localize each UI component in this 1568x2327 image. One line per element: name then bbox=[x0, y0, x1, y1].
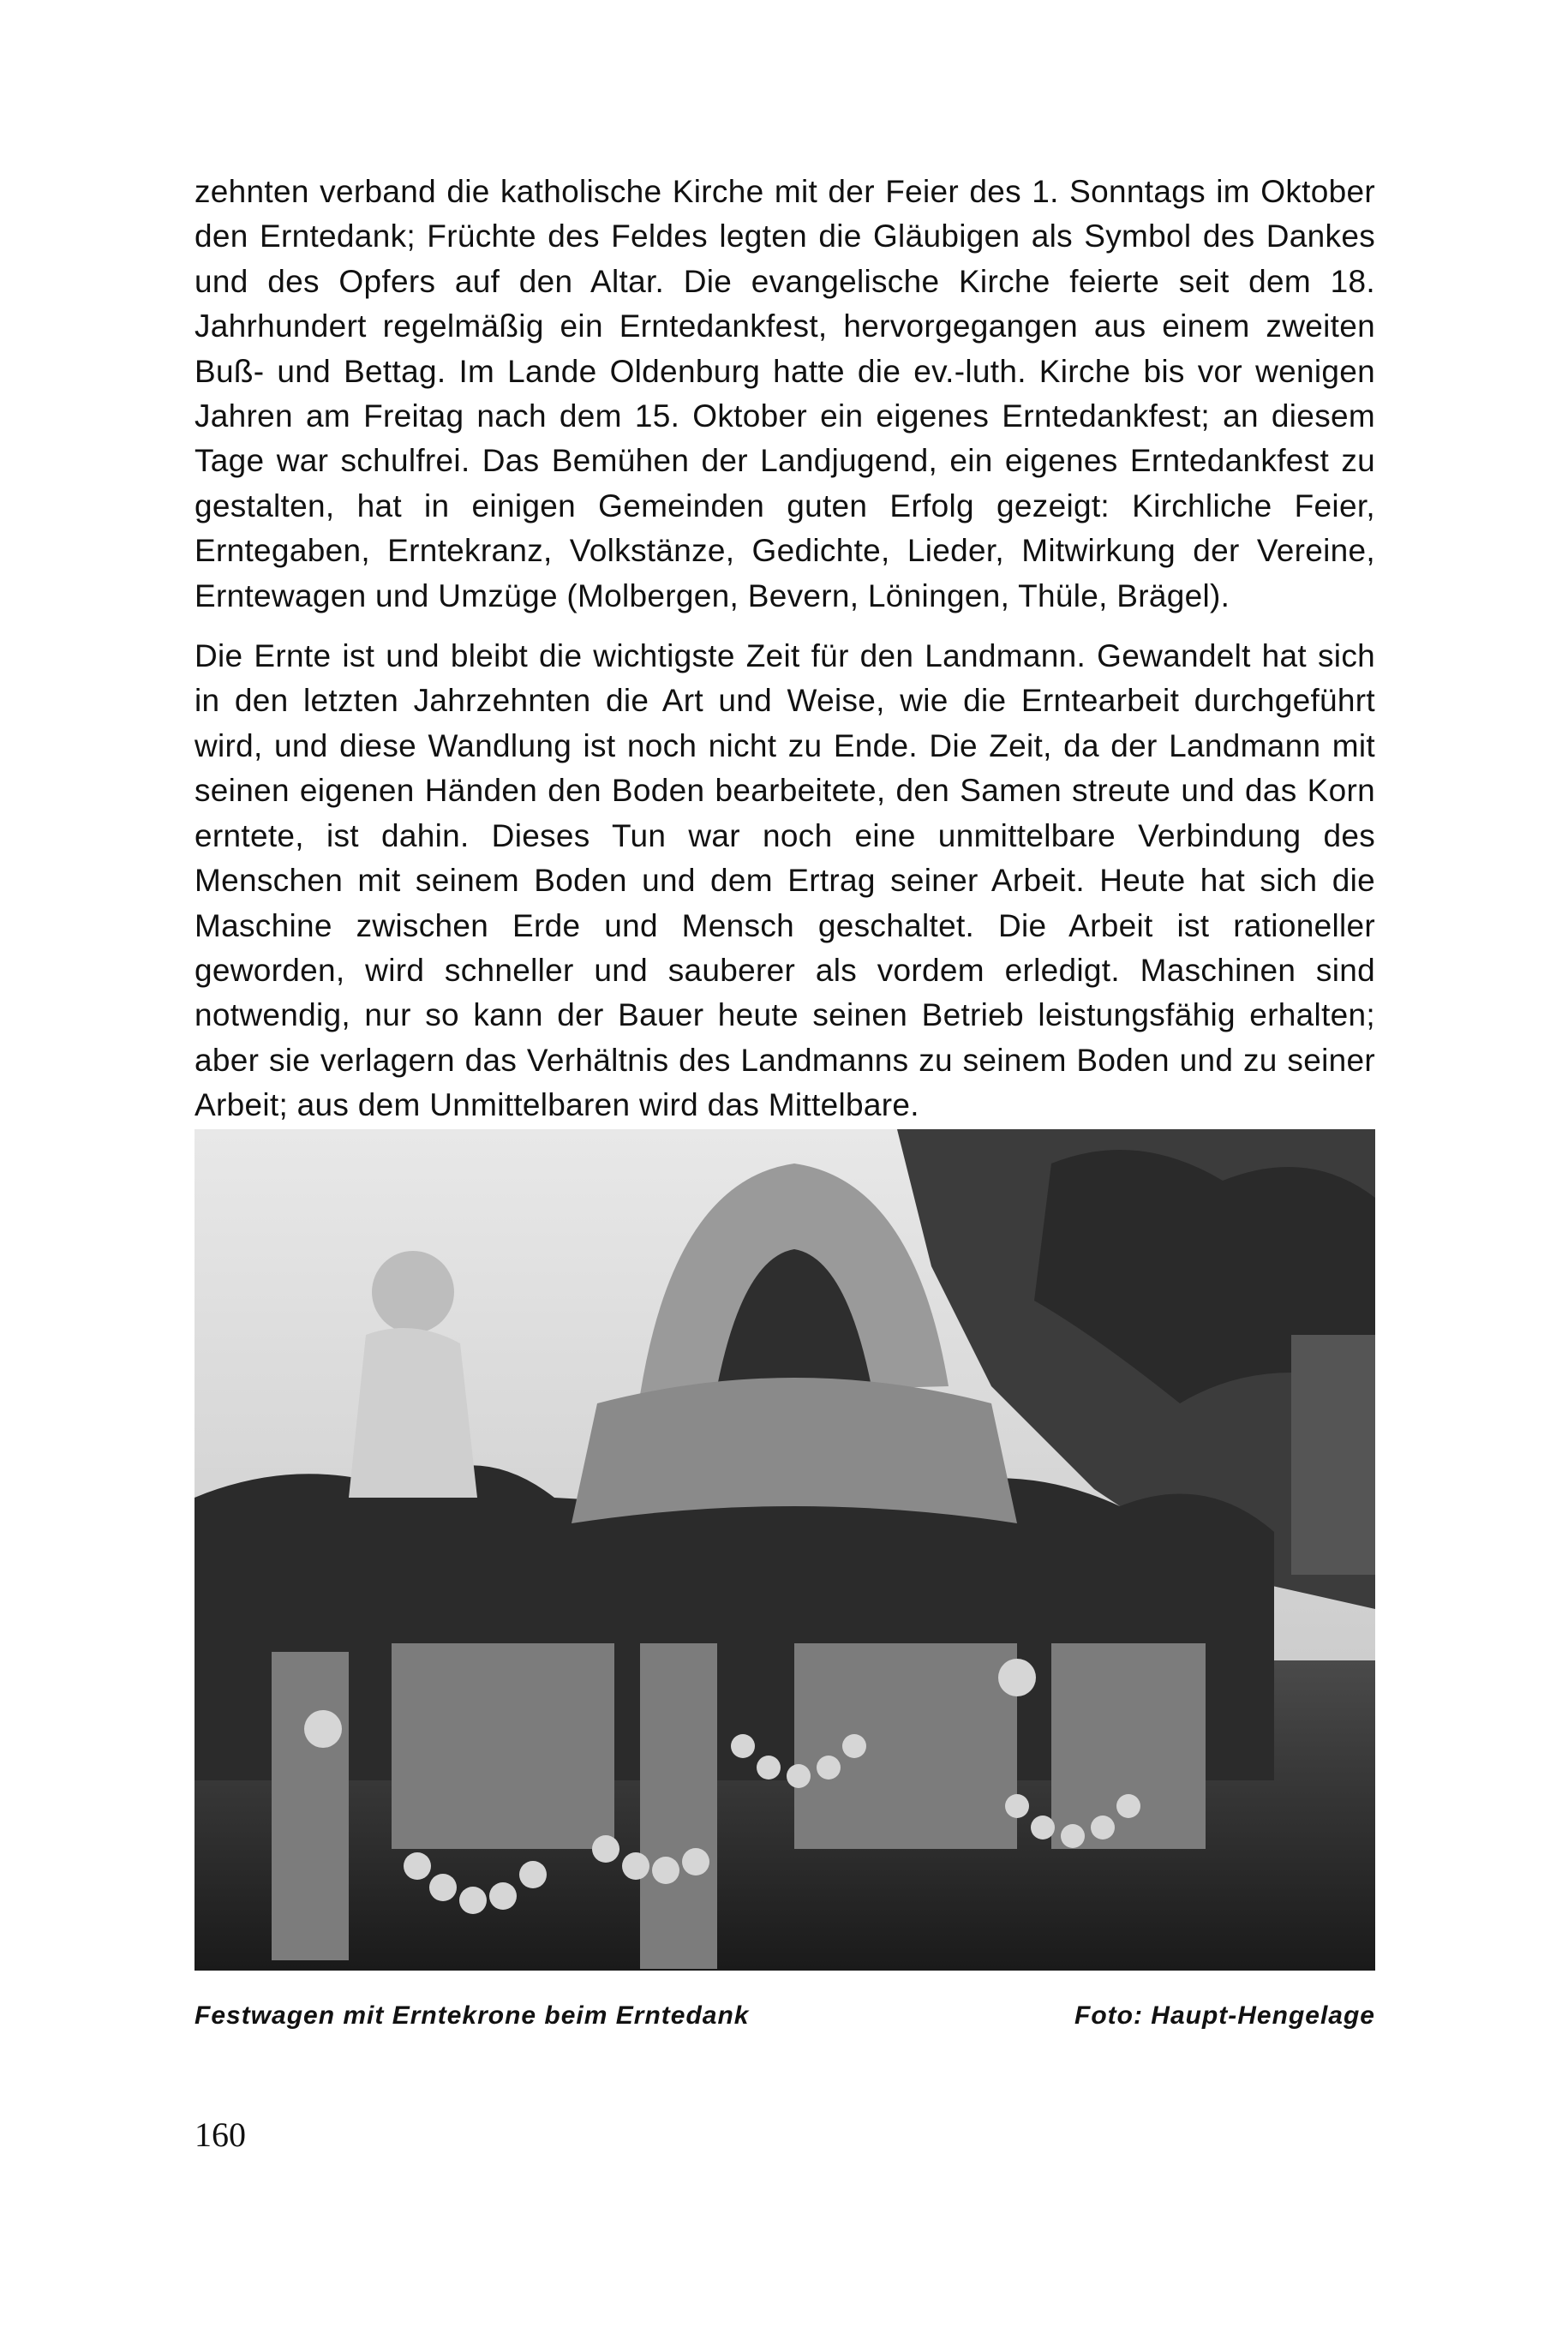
page-number: 160 bbox=[195, 2115, 246, 2154]
harvest-wagon-photo bbox=[195, 1129, 1375, 1971]
paragraph-1: zehnten verband die katholische Kirche mit der Feier des 1. Sonntags im Oktober den Erntedank; Früchte des Feldes legten die Gläubigen als Symbol des Dankes und des Opfers auf den Altar. Die evangelische Kirche feierte seit dem 18. Jahrhundert regelmäßig ein Erntedankfest, hervorgegangen aus einem zweiten Buß- und Bettag. Im Lande Oldenburg hatte die ev.-luth. Kirche bis vor wenigen Jahren am Freitag nach dem 15. Oktober ein eigenes Erntedankfest; an diesem Tage war schulfrei. Das Bemühen der Landjugend, ein eigenes Erntedankfest zu gestalten, hat in einigen Gemeinden guten Erfolg gezeigt: Kirchliche Feier, Erntegaben, Erntekranz, Volkstänze, Gedichte, Lieder, Mitwirkung der Vereine, Erntewagen und Umzüge (Molbergen, Bevern, Löningen, Thüle, Brägel). bbox=[195, 174, 1375, 613]
paragraph-2: Die Ernte ist und bleibt die wichtigste Zeit für den Landmann. Gewandelt hat sich in den letzten Jahrzehnten die Art und Weise, wie die Erntearbeit durchgeführt wird, und diese Wandlung ist noch nicht zu Ende. Die Zeit, da der Landmann mit seinen eigenen Händen den Boden bearbeitete, den Samen streute und das Korn erntete, ist dahin. Dieses Tun war noch eine unmittelbare Verbindung des Menschen mit seinem Boden und dem Ertrag seiner Arbeit. Heute hat sich die Maschine zwischen Erde und Mensch geschaltet. Die Arbeit ist rationeller geworden, wird schneller und sauberer als vordem erledigt. Maschinen sind notwendig, nur so kann der Bauer heute seinen Betrieb leistungsfähig erhalten; aber sie verlagern das Verhältnis des Landmanns zu seinem Boden und zu seiner Arbeit; aus dem Unmittelbaren wird das Mittelbare. bbox=[195, 638, 1375, 1123]
figure-caption: Festwagen mit Erntekrone beim Erntedank bbox=[195, 2001, 750, 2030]
body-text bbox=[195, 170, 1375, 1128]
photo-credit: Foto: Haupt-Hengelage bbox=[1074, 2001, 1375, 2030]
photo-illustration bbox=[195, 1129, 1375, 1971]
